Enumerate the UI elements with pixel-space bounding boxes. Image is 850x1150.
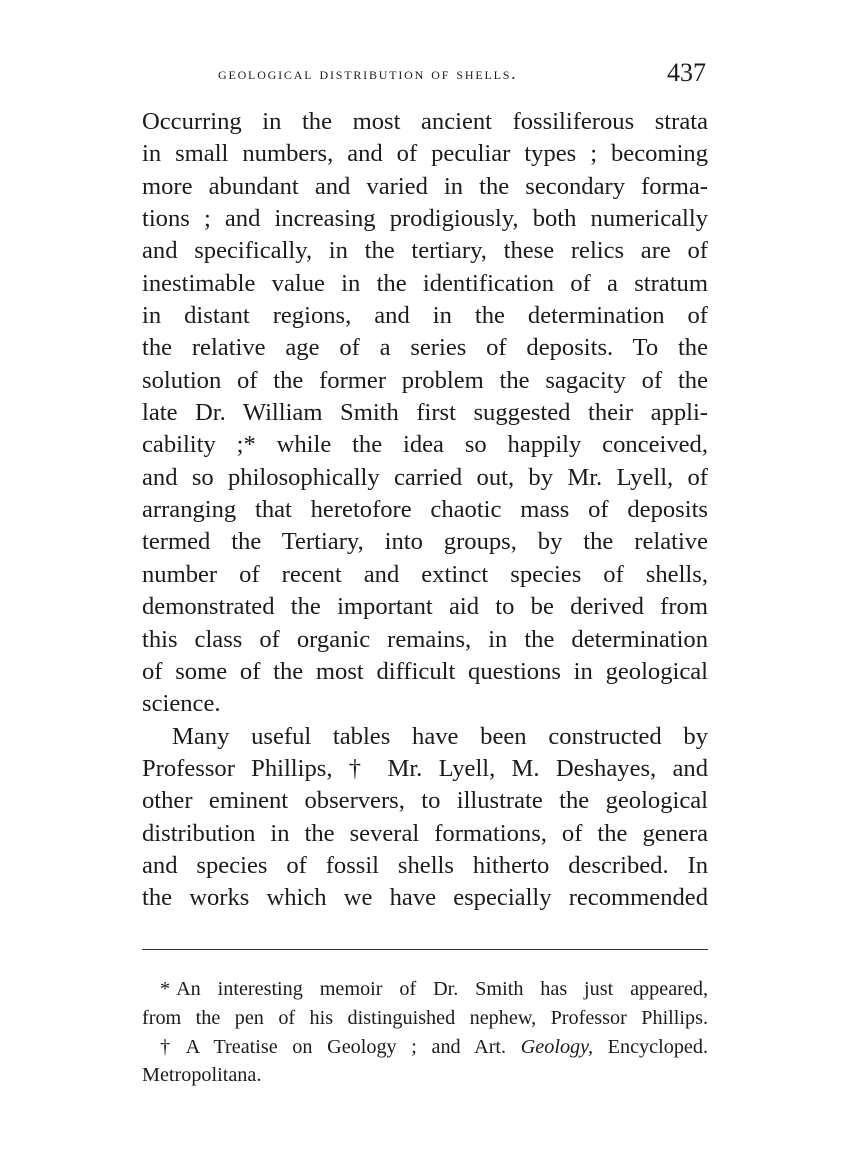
text-line: in distant regions, and in the determination of bbox=[142, 302, 708, 330]
text-line: the relative age of a series of deposits. To the bbox=[142, 334, 708, 362]
text-line: science. bbox=[142, 690, 221, 718]
text-line: more abundant and varied in the secondary forma- bbox=[142, 172, 708, 200]
text-line: of some of the most difficult questions in geological bbox=[142, 657, 708, 685]
footnote-line bbox=[142, 975, 708, 1004]
text-line: demonstrated the important aid to be derived from bbox=[142, 593, 708, 621]
text-line: solution of the former problem the sagacity of the bbox=[142, 366, 708, 394]
paragraph-1 bbox=[142, 106, 708, 721]
footnote-text: A Treatise on Geology ; and Art. bbox=[185, 1035, 507, 1058]
text-line: inestimable value in the identification of a stratum bbox=[142, 269, 708, 297]
text-line: and so philosophically carried out, by Mr. Lyell, of bbox=[142, 463, 708, 491]
text-line: number of recent and extinct species of shells, bbox=[142, 560, 708, 588]
text-line: the works which we have especially recommended bbox=[142, 884, 708, 912]
text-line: late Dr. William Smith first suggested their appli- bbox=[142, 399, 708, 427]
page-number: 437 bbox=[667, 58, 706, 87]
text-line: tions ; and increasing prodigiously, both numerically bbox=[142, 205, 708, 233]
footnote-line: from the pen of his distinguished nephew, Professor Phillips. bbox=[142, 1006, 708, 1029]
text-line: cability ;* while the idea so happily conceived, bbox=[142, 431, 708, 459]
paragraph-2 bbox=[142, 721, 708, 915]
footnote-text: An interesting memoir of Dr. Smith has just appeared, bbox=[176, 978, 708, 1000]
text-line: Professor Phillips, † Mr. Lyell, M. Deshayes, and bbox=[142, 754, 708, 782]
footnote-rule bbox=[142, 949, 708, 950]
text-line: Occurring in the most ancient fossiliferous strata bbox=[142, 108, 708, 135]
footnote-text: Encycloped. bbox=[607, 1035, 709, 1058]
text-line: distribution in the several formations, of the genera bbox=[142, 819, 708, 847]
footnote-1 bbox=[142, 975, 708, 1033]
text-line: arranging that heretofore chaotic mass of deposits bbox=[142, 496, 708, 524]
running-title: geological distribution of shells. bbox=[218, 63, 518, 83]
text-line: this class of organic remains, in the determination bbox=[142, 625, 708, 653]
text-line: Many useful tables have been constructed by bbox=[172, 722, 708, 750]
footnote-mark: * bbox=[160, 978, 171, 1000]
footnote-mark: † bbox=[160, 1035, 180, 1058]
running-head bbox=[140, 60, 706, 90]
text-line: and species of fossil shells hitherto described. In bbox=[142, 851, 708, 879]
text-line: termed the Tertiary, into groups, by the relative bbox=[142, 528, 708, 556]
text-line: and specifically, in the tertiary, these relics are of bbox=[142, 237, 708, 265]
footnote-italic-title: Geology, bbox=[520, 1035, 594, 1058]
text-line: in small numbers, and of peculiar types ; becoming bbox=[142, 140, 708, 168]
footnote-2 bbox=[142, 1033, 708, 1091]
text-line: other eminent observers, to illustrate the geological bbox=[142, 787, 708, 815]
footnotes bbox=[142, 975, 708, 1090]
footnote-line: Metropolitana. bbox=[142, 1064, 262, 1087]
main-text bbox=[142, 106, 708, 915]
footnote-line bbox=[142, 1033, 708, 1062]
